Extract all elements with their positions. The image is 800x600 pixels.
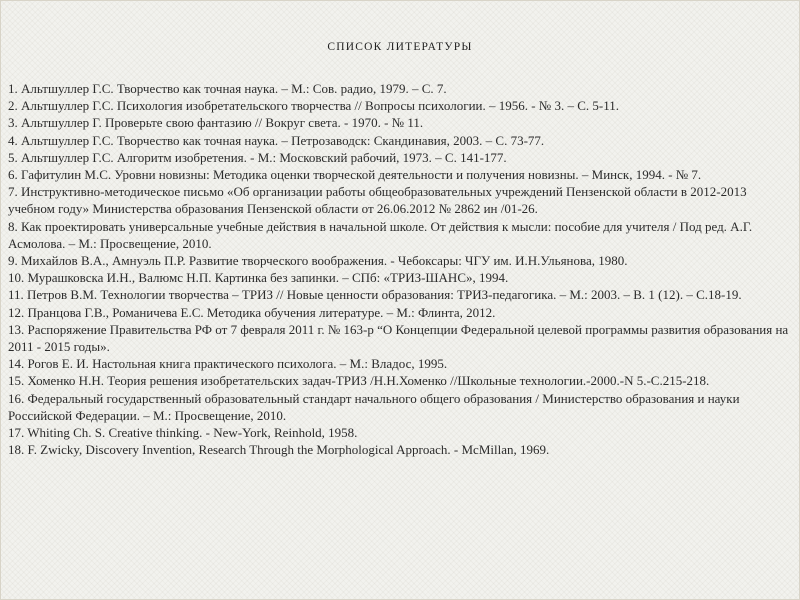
reference-item-11: 11. Петров В.М. Технологии творчества – ТРИЗ // Новые ценности образования: ТРИЗ-педагогика. – М.: 2003. – В. 1 (12). – С.18-19. <box>8 287 742 303</box>
reference-item-6: 6. Гафитулин М.С. Уровни новизны: Методика оценки творческой деятельности и получения новизны. – Минск, 1994. - № 7. <box>8 167 702 183</box>
reference-list <box>8 80 790 458</box>
reference-item-8: 8. Как проектировать универсальные учебные действия в начальной школе. От действия к мысли: пособие для учителя / Под ред. А.Г. Асмолова. – М.: Просвещение, 2010. <box>8 218 753 251</box>
reference-item-15: 15. Хоменко Н.Н. Теория решения изобретательских задач-ТРИЗ /Н.Н.Хоменко //Школьные технологии.-2000.-N 5.-С.215-218. <box>8 373 710 389</box>
reference-item-3: 3. Альтшуллер Г. Проверьте свою фантазию // Вокруг света. - 1970. - № 11. <box>8 115 424 131</box>
page-title: СПИСОК ЛИТЕРАТУРЫ <box>327 41 473 53</box>
reference-item-12: 12. Пранцова Г.В., Романичева Е.С. Методика обучения литературе. – М.: Флинта, 2012. <box>8 304 496 320</box>
reference-item-1: 1. Альтшуллер Г.С. Творчество как точная наука. – М.: Сов. радио, 1979. – С. 7. <box>8 81 447 96</box>
reference-item-7: 7. Инструктивно-методическое письмо «Об организации работы общеобразовательных учреждений Пензенской области в 2012-2013 учебном году» Министерства образования Пензенской области от 26.06.2012 № 2862 ин /01-26. <box>8 184 747 217</box>
reference-item-14: 14. Рогов Е. И. Настольная книга практического психолога. – М.: Владос, 1995. <box>8 356 448 372</box>
reference-item-18: 18. F. Zwicky, Discovery Invention, Research Through the Morphological Approach. - McMillan, 1969. <box>8 442 550 458</box>
reference-item-5: 5. Альтшуллер Г.С. Алгоритм изобретения. - М.: Московский рабочий, 1973. – С. 141-177. <box>8 149 507 165</box>
reference-item-9: 9. Михайлов В.А., Амнуэль П.Р. Развитие творческого воображения. - Чебоксары: ЧГУ им. И.Н.Ульянова, 1980. <box>8 253 628 269</box>
reference-item-13: 13. Распоряжение Правительства РФ от 7 февраля 2011 г. № 163-р “О Концепции Федеральной целевой программы развития образования на 2011 - 2015 годы». <box>8 321 789 355</box>
reference-item-16: 16. Федеральный государственный образовательный стандарт начального общего образования / Министерство образования и науки Российской Федерации. – М.: Просвещение, 2010. <box>8 390 740 423</box>
reference-item-10: 10. Мурашковска И.Н., Валюмс Н.П. Картинка без запинки. – СПб: «ТРИЗ-ШАНС», 1994. <box>8 270 509 286</box>
reference-item-2: 2. Альтшуллер Г.С. Психология изобретательского творчества // Вопросы психологии. – 1956. - № 3. – С. 5-11. <box>8 98 619 114</box>
reference-item-17: 17. Whiting Ch. S. Creative thinking. - New-York, Reinhold, 1958. <box>8 425 358 441</box>
reference-item-4: 4. Альтшуллер Г.С. Творчество как точная наука. – Петрозаводск: Скандинавия, 2003. – С. 73-77. <box>8 132 545 148</box>
